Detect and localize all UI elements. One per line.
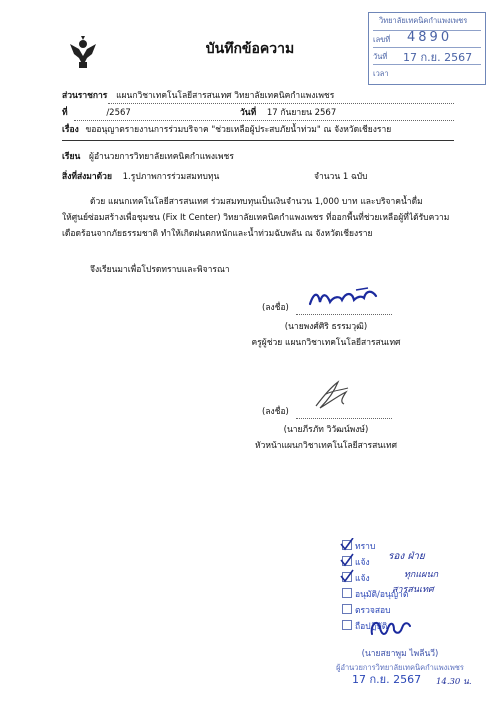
stamp-number-label: เลขที่ bbox=[373, 35, 391, 44]
checkbox-icon bbox=[342, 620, 352, 630]
checkbox-icon bbox=[342, 604, 352, 614]
attach-qty: จำนวน 1 ฉบับ bbox=[314, 172, 368, 182]
signer1-signature-icon bbox=[306, 286, 386, 310]
signer2-signature-icon bbox=[308, 378, 358, 412]
signer2-name: (นายภีรภัท วิวัฒน์พงษ์) bbox=[283, 425, 369, 435]
stamp-org: วิทยาลัยเทคนิคกำแพงเพชร bbox=[379, 16, 468, 25]
action-option-label: ทราบ bbox=[355, 542, 376, 552]
director-signature-icon bbox=[366, 614, 414, 642]
director-position: ผู้อำนวยการวิทยาลัยเทคนิคกำแพงเพชร bbox=[336, 663, 464, 672]
to-value: ผู้อำนวยการวิทยาลัยเทคนิคกำแพงเพชร bbox=[88, 152, 234, 162]
action-option-label: ตรวจสอบ bbox=[355, 606, 391, 616]
date-value: 17 กันยายน 2567 bbox=[266, 108, 337, 118]
action-option-label: แจ้ง bbox=[355, 558, 370, 568]
action-option-label: ถือปฏิบัติ bbox=[355, 622, 388, 632]
ref-value: /2567 bbox=[106, 108, 131, 118]
body-line-3: เดือดร้อนจากภัยธรรมชาติ ทำให้เกิดฝนตกหนักและน้ำท่วมฉับพลัน ณ จังหวัดเชียงราย bbox=[62, 229, 373, 239]
attach-label: สิ่งที่ส่งมาด้วย bbox=[62, 172, 112, 182]
receipt-stamp bbox=[368, 12, 486, 85]
to-label: เรียน bbox=[62, 152, 81, 162]
action-option-label: แจ้ง bbox=[355, 574, 370, 584]
department-label: ส่วนราชการ bbox=[62, 91, 108, 101]
subject-label: เรื่อง bbox=[62, 125, 79, 135]
hand-note-1: รอง ฝ่าย bbox=[388, 551, 425, 562]
stamp-date: 17 ก.ย. 2567 bbox=[403, 51, 473, 64]
subject-value: ขออนุญาตรายงานการร่วมบริจาค "ช่วยเหลือผู้ประสบภัยน้ำท่วม" ณ จังหวัดเชียงราย bbox=[85, 125, 392, 135]
ref-label: ที่ bbox=[62, 108, 68, 118]
signer1-position: ครูผู้ช่วย แผนกวิชาเทคโนโลยีสารสนเทศ bbox=[251, 338, 401, 348]
signer2-sign-label: (ลงชื่อ) bbox=[262, 407, 289, 417]
header-rule bbox=[62, 140, 454, 141]
body-line-2: ให้ศูนย์ซ่อมสร้างเพื่อชุมชน (Fix It Center) วิทยาลัยเทคนิคกำแพงเพชร ที่ออกพื้นที่ช่วยเหลือผู้ที่ได้รับความ bbox=[62, 213, 450, 223]
stamp-time-label: เวลา bbox=[373, 69, 389, 78]
signer1-sign-label: (ลงชื่อ) bbox=[262, 303, 289, 313]
action-option-label: อนุมัติ/อนุญาต bbox=[355, 590, 409, 600]
attach-value: 1.รูปภาพการร่วมสมทบทุน bbox=[122, 172, 220, 182]
memo-title: บันทึกข้อความ bbox=[205, 41, 295, 57]
department-value: แผนกวิชาเทคโนโลยีสารสนเทศ วิทยาลัยเทคนิคกำแพงเพชร bbox=[116, 91, 335, 101]
director-time: 14.30 น. bbox=[436, 677, 472, 687]
director-name: (นายสยาพูม ไพลีนวี) bbox=[361, 649, 439, 659]
closing-text: จึงเรียนมาเพื่อโปรดทราบและพิจารณา bbox=[90, 265, 230, 275]
body-line-1: ด้วย แผนกเทคโนโลยีสารสนเทศ ร่วมสมทบทุนเป็นเงินจำนวน 1,000 บาท และบริจาคน้ำดื่ม bbox=[90, 197, 423, 207]
stamp-number: 4890 bbox=[407, 30, 453, 45]
hand-note-3: สารสนเทศ bbox=[392, 585, 434, 595]
checkbox-icon bbox=[342, 588, 352, 598]
signer1-name: (นายพงศ์ศิริ ธรรมวุฒิ) bbox=[284, 322, 368, 332]
hand-note-2: ทุกแผนก bbox=[404, 570, 439, 580]
stamp-date-label: วันที่ bbox=[373, 52, 388, 61]
signer2-position: หัวหน้าแผนกวิชาเทคโนโลยีสารสนเทศ bbox=[254, 441, 398, 451]
date-label: วันที่ bbox=[240, 108, 257, 118]
check-marks-icon bbox=[340, 538, 354, 586]
director-date: 17 ก.ย. 2567 bbox=[352, 673, 422, 686]
